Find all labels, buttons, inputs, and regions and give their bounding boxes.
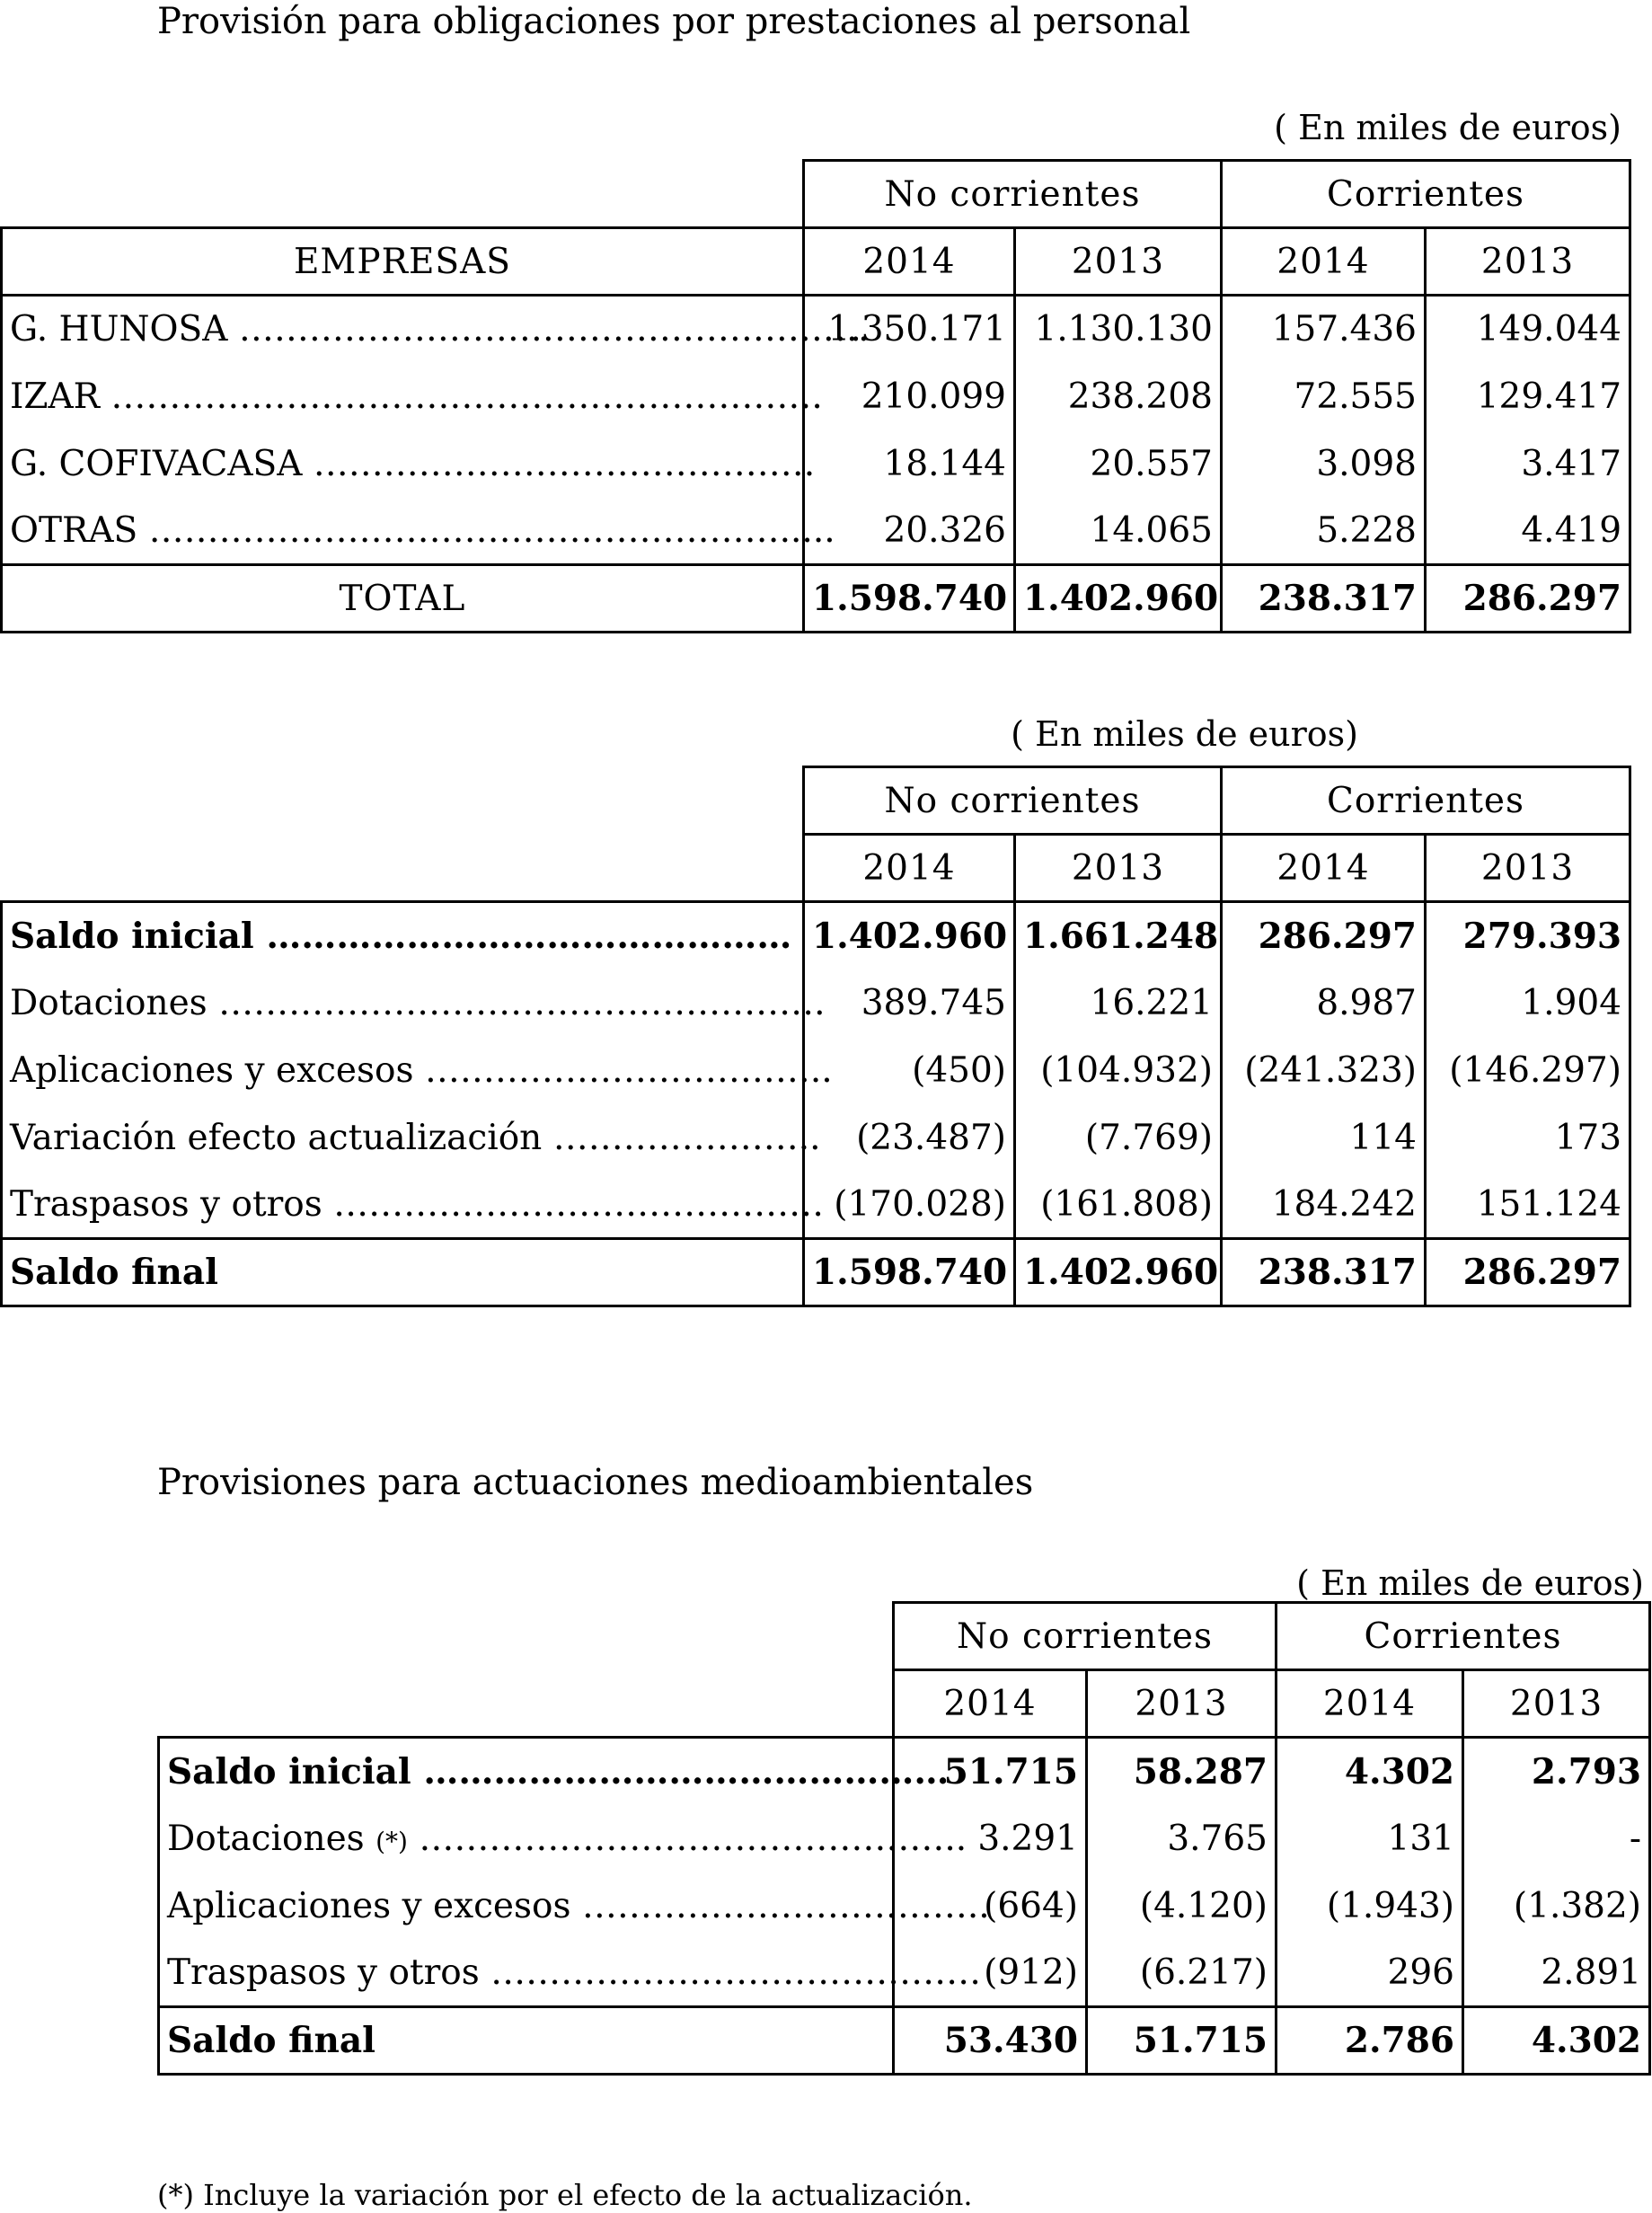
section2-table: [0, 766, 1631, 1307]
cell-value: 238.208: [1015, 363, 1222, 430]
footnote-marker: (*): [375, 1826, 408, 1856]
row-label: IZAR …………………………………………………….: [2, 363, 804, 430]
section3-title: Provisiones para actuaciones medioambientales: [157, 1462, 1034, 1503]
cell-value: 210.099: [804, 363, 1015, 430]
table-row: [159, 1805, 1650, 1872]
row-label: [159, 1805, 967, 1872]
cell-value: 131: [1277, 1805, 1463, 1872]
cell-value: 1.661.248: [1015, 902, 1222, 969]
year-header: 2013: [1463, 1670, 1650, 1738]
group-header-corrientes: Corrientes: [1222, 767, 1630, 835]
cell-value: (146.297): [1426, 1037, 1630, 1104]
empty-corner: [2, 161, 804, 228]
row-label: Aplicaciones y excesos ……………………………..: [2, 1037, 804, 1104]
table-row: [2, 430, 1630, 498]
year-header: 2014: [804, 228, 1015, 296]
total-value: 1.402.960: [1015, 565, 1222, 633]
cell-value: 18.144: [804, 430, 1015, 498]
cell-value: (1.943): [1277, 1872, 1463, 1940]
year-header: 2013: [1426, 835, 1630, 902]
row-label: Saldo final: [159, 2007, 894, 2075]
year-header: 2013: [1426, 228, 1630, 296]
group-header-corrientes: Corrientes: [1277, 1603, 1650, 1670]
cell-value: 279.393: [1426, 902, 1630, 969]
row-label: Saldo final: [2, 1239, 804, 1306]
table-row: [2, 1104, 1630, 1172]
section2-unit-label: ( En miles de euros): [1011, 714, 1358, 754]
cell-value: 14.065: [1015, 498, 1222, 565]
table-row: [159, 1940, 1650, 2007]
total-value: 286.297: [1426, 565, 1630, 633]
cell-value: 114: [1222, 1104, 1426, 1172]
row-label-text: Dotaciones: [167, 1818, 365, 1859]
empty-corner: [2, 835, 804, 902]
row-label: Aplicaciones y excesos ……………………………..: [159, 1872, 894, 1940]
empty-corner: [159, 1603, 894, 1670]
cell-value: (241.323): [1222, 1037, 1426, 1104]
cell-value: 1.904: [1426, 969, 1630, 1037]
table-row: [2, 1172, 1630, 1239]
cell-value: 51.715: [894, 1738, 1087, 1805]
year-header: 2014: [894, 1670, 1087, 1738]
row-label: G. COFIVACASA …………………………………….: [2, 430, 804, 498]
cell-value: 157.436: [1222, 296, 1426, 363]
cell-value: 3.765: [1087, 1805, 1277, 1872]
cell-value: 151.124: [1426, 1172, 1630, 1239]
row-label: Dotaciones …………………………………………….: [2, 969, 804, 1037]
opening-balance-row: [2, 902, 1630, 969]
cell-value: (1.382): [1463, 1872, 1650, 1940]
cell-value: (912): [894, 1940, 1087, 2007]
cell-value: (161.808): [1015, 1172, 1222, 1239]
row-label-leader: ………………………………………..: [407, 1818, 967, 1859]
cell-value: 1.350.171: [804, 296, 1015, 363]
year-header: 2014: [1222, 835, 1426, 902]
cell-value: 2.891: [1463, 1940, 1650, 2007]
row-label: G. HUNOSA ………………………………………………: [2, 296, 804, 363]
year-header: 2014: [804, 835, 1015, 902]
cell-value: (664): [894, 1872, 1087, 1940]
cell-value: 1.402.960: [804, 902, 1015, 969]
cell-value: 389.745: [804, 969, 1015, 1037]
row-label: Traspasos y otros ……………………………………: [2, 1172, 804, 1239]
row-label: Traspasos y otros ……………………………………: [159, 1940, 894, 2007]
cell-value: 53.430: [894, 2007, 1087, 2075]
group-header-no-corrientes: No corrientes: [804, 161, 1222, 228]
cell-value: 58.287: [1087, 1738, 1277, 1805]
cell-value: (23.487): [804, 1104, 1015, 1172]
group-header-no-corrientes: No corrientes: [804, 767, 1222, 835]
group-header-no-corrientes: No corrientes: [894, 1603, 1277, 1670]
year-header: 2014: [1277, 1670, 1463, 1738]
cell-value: 20.557: [1015, 430, 1222, 498]
cell-value: 1.402.960: [1015, 1239, 1222, 1306]
group-header-corrientes: Corrientes: [1222, 161, 1630, 228]
empty-corner: [2, 767, 804, 835]
empty-corner: [159, 1670, 894, 1738]
column-header-empresas: EMPRESAS: [2, 228, 804, 296]
cell-value: 2.793: [1463, 1738, 1650, 1805]
cell-value: (104.932): [1015, 1037, 1222, 1104]
cell-value: 1.130.130: [1015, 296, 1222, 363]
cell-value: 238.317: [1222, 1239, 1426, 1306]
table-row: [2, 296, 1630, 363]
cell-value: (170.028): [804, 1172, 1015, 1239]
table-row: [2, 363, 1630, 430]
row-label: Saldo inicial ………………………………………: [159, 1738, 894, 1805]
total-label: TOTAL: [2, 565, 804, 633]
cell-value: 72.555: [1222, 363, 1426, 430]
cell-value: 4.302: [1277, 1738, 1463, 1805]
cell-value: 51.715: [1087, 2007, 1277, 2075]
cell-value: 1.598.740: [804, 1239, 1015, 1306]
total-row: [2, 565, 1630, 633]
cell-value: 3.098: [1222, 430, 1426, 498]
year-header: 2013: [1015, 835, 1222, 902]
cell-value: 286.297: [1222, 902, 1426, 969]
section1-unit-label: ( En miles de euros): [1274, 108, 1621, 147]
opening-balance-row: [159, 1738, 1650, 1805]
year-header: 2013: [1087, 1670, 1277, 1738]
cell-value: 4.302: [1463, 2007, 1650, 2075]
cell-value: 296: [1277, 1940, 1463, 2007]
row-label: Saldo inicial ………………………………………: [2, 902, 804, 969]
cell-value: -: [1463, 1805, 1650, 1872]
year-header: 2013: [1015, 228, 1222, 296]
row-label: OTRAS ……………………………………………….....: [2, 498, 804, 565]
cell-value: 286.297: [1426, 1239, 1630, 1306]
table-row: [2, 969, 1630, 1037]
closing-balance-row: [159, 2007, 1650, 2075]
cell-value: (6.217): [1087, 1940, 1277, 2007]
cell-value: 149.044: [1426, 296, 1630, 363]
cell-value: 20.326: [804, 498, 1015, 565]
cell-value: 2.786: [1277, 2007, 1463, 2075]
section1-table: [0, 159, 1631, 633]
section3-unit-label: ( En miles de euros): [1296, 1563, 1644, 1603]
table-row: [2, 498, 1630, 565]
section3-table: [157, 1601, 1651, 2076]
cell-value: 3.291: [894, 1805, 1087, 1872]
total-value: 238.317: [1222, 565, 1426, 633]
table-row: [2, 1037, 1630, 1104]
cell-value: 8.987: [1222, 969, 1426, 1037]
cell-value: 5.228: [1222, 498, 1426, 565]
cell-value: 3.417: [1426, 430, 1630, 498]
cell-value: (450): [804, 1037, 1015, 1104]
cell-value: (7.769): [1015, 1104, 1222, 1172]
cell-value: 129.417: [1426, 363, 1630, 430]
row-label: Variación efecto actualización …………………..: [2, 1104, 804, 1172]
year-header: 2014: [1222, 228, 1426, 296]
table-row: [159, 1872, 1650, 1940]
footnote: (*) Incluye la variación por el efecto de la actualización.: [157, 2178, 973, 2212]
closing-balance-row: [2, 1239, 1630, 1306]
cell-value: 173: [1426, 1104, 1630, 1172]
total-value: 1.598.740: [804, 565, 1015, 633]
cell-value: 16.221: [1015, 969, 1222, 1037]
cell-value: (4.120): [1087, 1872, 1277, 1940]
cell-value: 184.242: [1222, 1172, 1426, 1239]
section1-title: Provisión para obligaciones por prestaciones al personal: [157, 1, 1191, 42]
cell-value: 4.419: [1426, 498, 1630, 565]
